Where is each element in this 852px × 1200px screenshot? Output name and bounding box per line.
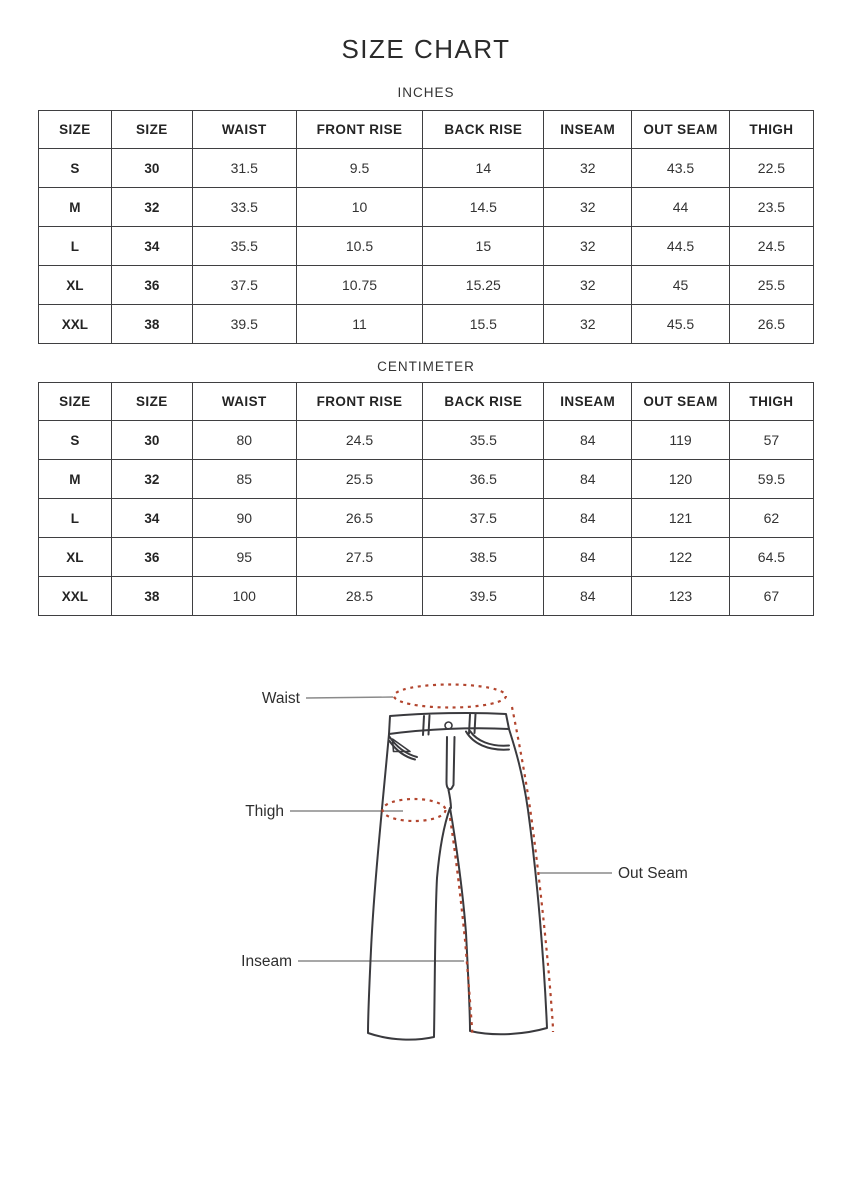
size-cell: 23.5 <box>729 188 813 227</box>
size-cell: 85 <box>192 460 296 499</box>
size-cell: 84 <box>544 499 632 538</box>
size-cell: 26.5 <box>729 305 813 344</box>
waist-label: Waist <box>261 690 300 707</box>
size-cell: 38.5 <box>423 538 544 577</box>
size-cell: 84 <box>544 421 632 460</box>
size-row <box>39 460 814 499</box>
leader-lines <box>290 697 612 961</box>
size-cell: 95 <box>192 538 296 577</box>
size-row <box>39 227 814 266</box>
size-cell: 37.5 <box>423 499 544 538</box>
size-cell: 35.5 <box>423 421 544 460</box>
size-cell: S <box>39 149 112 188</box>
size-cell: 32 <box>544 149 632 188</box>
header-row <box>39 111 814 149</box>
size-cell: 84 <box>544 460 632 499</box>
size-cell: XL <box>39 266 112 305</box>
size-cell: 9.5 <box>296 149 423 188</box>
column-header: INSEAM <box>544 111 632 149</box>
column-header: OUT SEAM <box>632 111 730 149</box>
size-cell: 122 <box>632 538 730 577</box>
size-cell: 22.5 <box>729 149 813 188</box>
size-cell: 24.5 <box>296 421 423 460</box>
size-cell: 37.5 <box>192 266 296 305</box>
size-cell: XXL <box>39 577 112 616</box>
size-cell: 62 <box>729 499 813 538</box>
pants-outline-group <box>368 713 547 1040</box>
column-header: BACK RISE <box>423 383 544 421</box>
size-cell: 80 <box>192 421 296 460</box>
size-cell: 30 <box>111 421 192 460</box>
belt-loop-left <box>423 716 430 736</box>
size-cell: 36 <box>111 266 192 305</box>
size-cell: XXL <box>39 305 112 344</box>
waist-highlight-ellipse <box>394 685 506 708</box>
size-cell: 30 <box>111 149 192 188</box>
size-cell: 15.5 <box>423 305 544 344</box>
right-pocket <box>466 731 509 750</box>
size-cell: 45 <box>632 266 730 305</box>
size-cell: 33.5 <box>192 188 296 227</box>
column-header: WAIST <box>192 383 296 421</box>
size-cell: 25.5 <box>296 460 423 499</box>
size-cell: 15.25 <box>423 266 544 305</box>
size-cell: 34 <box>111 499 192 538</box>
size-cell: 57 <box>729 421 813 460</box>
size-cell: S <box>39 421 112 460</box>
column-header: FRONT RISE <box>296 111 423 149</box>
size-cell: M <box>39 460 112 499</box>
size-cell: L <box>39 499 112 538</box>
size-row <box>39 188 814 227</box>
size-cell: 14.5 <box>423 188 544 227</box>
header-row <box>39 383 814 421</box>
size-cell: 14 <box>423 149 544 188</box>
size-row <box>39 499 814 538</box>
column-header: THIGH <box>729 111 813 149</box>
size-cell: 32 <box>544 188 632 227</box>
size-cell: 44.5 <box>632 227 730 266</box>
size-cell: 10.75 <box>296 266 423 305</box>
size-cell: 32 <box>111 188 192 227</box>
size-cell: 90 <box>192 499 296 538</box>
size-cell: 45.5 <box>632 305 730 344</box>
size-cell: 44 <box>632 188 730 227</box>
column-header: SIZE <box>111 383 192 421</box>
column-header: BACK RISE <box>423 111 544 149</box>
size-cell: 123 <box>632 577 730 616</box>
size-row <box>39 538 814 577</box>
size-table-centimeter <box>38 382 814 616</box>
size-row <box>39 305 814 344</box>
size-cell: 100 <box>192 577 296 616</box>
size-cell: 24.5 <box>729 227 813 266</box>
page-title: SIZE CHART <box>341 34 511 64</box>
thigh-highlight-ellipse <box>383 799 446 821</box>
size-cell: L <box>39 227 112 266</box>
size-cell: 39.5 <box>423 577 544 616</box>
column-header: SIZE <box>39 383 112 421</box>
column-header: OUT SEAM <box>632 383 730 421</box>
size-cell: 15 <box>423 227 544 266</box>
size-cell: 38 <box>111 577 192 616</box>
pants-body <box>368 729 547 1040</box>
size-cell: 43.5 <box>632 149 730 188</box>
thigh-label: Thigh <box>245 803 284 820</box>
size-cell: 10.5 <box>296 227 423 266</box>
outseam-label: Out Seam <box>618 865 688 882</box>
fly-seam <box>447 737 455 808</box>
size-cell: 84 <box>544 538 632 577</box>
size-cell: XL <box>39 538 112 577</box>
column-header: SIZE <box>111 111 192 149</box>
size-cell: 119 <box>632 421 730 460</box>
size-cell: 10 <box>296 188 423 227</box>
size-cell: 84 <box>544 577 632 616</box>
inseam-label: Inseam <box>241 953 292 970</box>
size-cell: 28.5 <box>296 577 423 616</box>
size-cell: 64.5 <box>729 538 813 577</box>
size-row <box>39 421 814 460</box>
size-cell: 32 <box>544 227 632 266</box>
size-row <box>39 266 814 305</box>
size-table-inches <box>38 110 814 344</box>
column-header: WAIST <box>192 111 296 149</box>
size-cell: 26.5 <box>296 499 423 538</box>
size-cell: 120 <box>632 460 730 499</box>
size-cell: 32 <box>544 266 632 305</box>
size-cell: M <box>39 188 112 227</box>
size-row <box>39 149 814 188</box>
size-cell: 38 <box>111 305 192 344</box>
pants-waistband <box>389 713 509 734</box>
column-header: THIGH <box>729 383 813 421</box>
size-cell: 121 <box>632 499 730 538</box>
size-cell: 32 <box>111 460 192 499</box>
pants-measurement-diagram <box>0 650 852 1140</box>
size-cell: 59.5 <box>729 460 813 499</box>
size-cell: 11 <box>296 305 423 344</box>
size-cell: 31.5 <box>192 149 296 188</box>
size-cell: 39.5 <box>192 305 296 344</box>
outseam-highlight-line <box>512 707 553 1032</box>
size-cell: 25.5 <box>729 266 813 305</box>
waist-leader-line <box>306 697 393 698</box>
size-cell: 32 <box>544 305 632 344</box>
column-header: INSEAM <box>544 383 632 421</box>
section-label-inches: INCHES <box>397 85 455 100</box>
size-row <box>39 577 814 616</box>
size-cell: 36 <box>111 538 192 577</box>
column-header: FRONT RISE <box>296 383 423 421</box>
section-label-centimeter: CENTIMETER <box>377 359 475 374</box>
column-header: SIZE <box>39 111 112 149</box>
size-cell: 27.5 <box>296 538 423 577</box>
size-cell: 67 <box>729 577 813 616</box>
size-cell: 36.5 <box>423 460 544 499</box>
size-cell: 34 <box>111 227 192 266</box>
size-cell: 35.5 <box>192 227 296 266</box>
